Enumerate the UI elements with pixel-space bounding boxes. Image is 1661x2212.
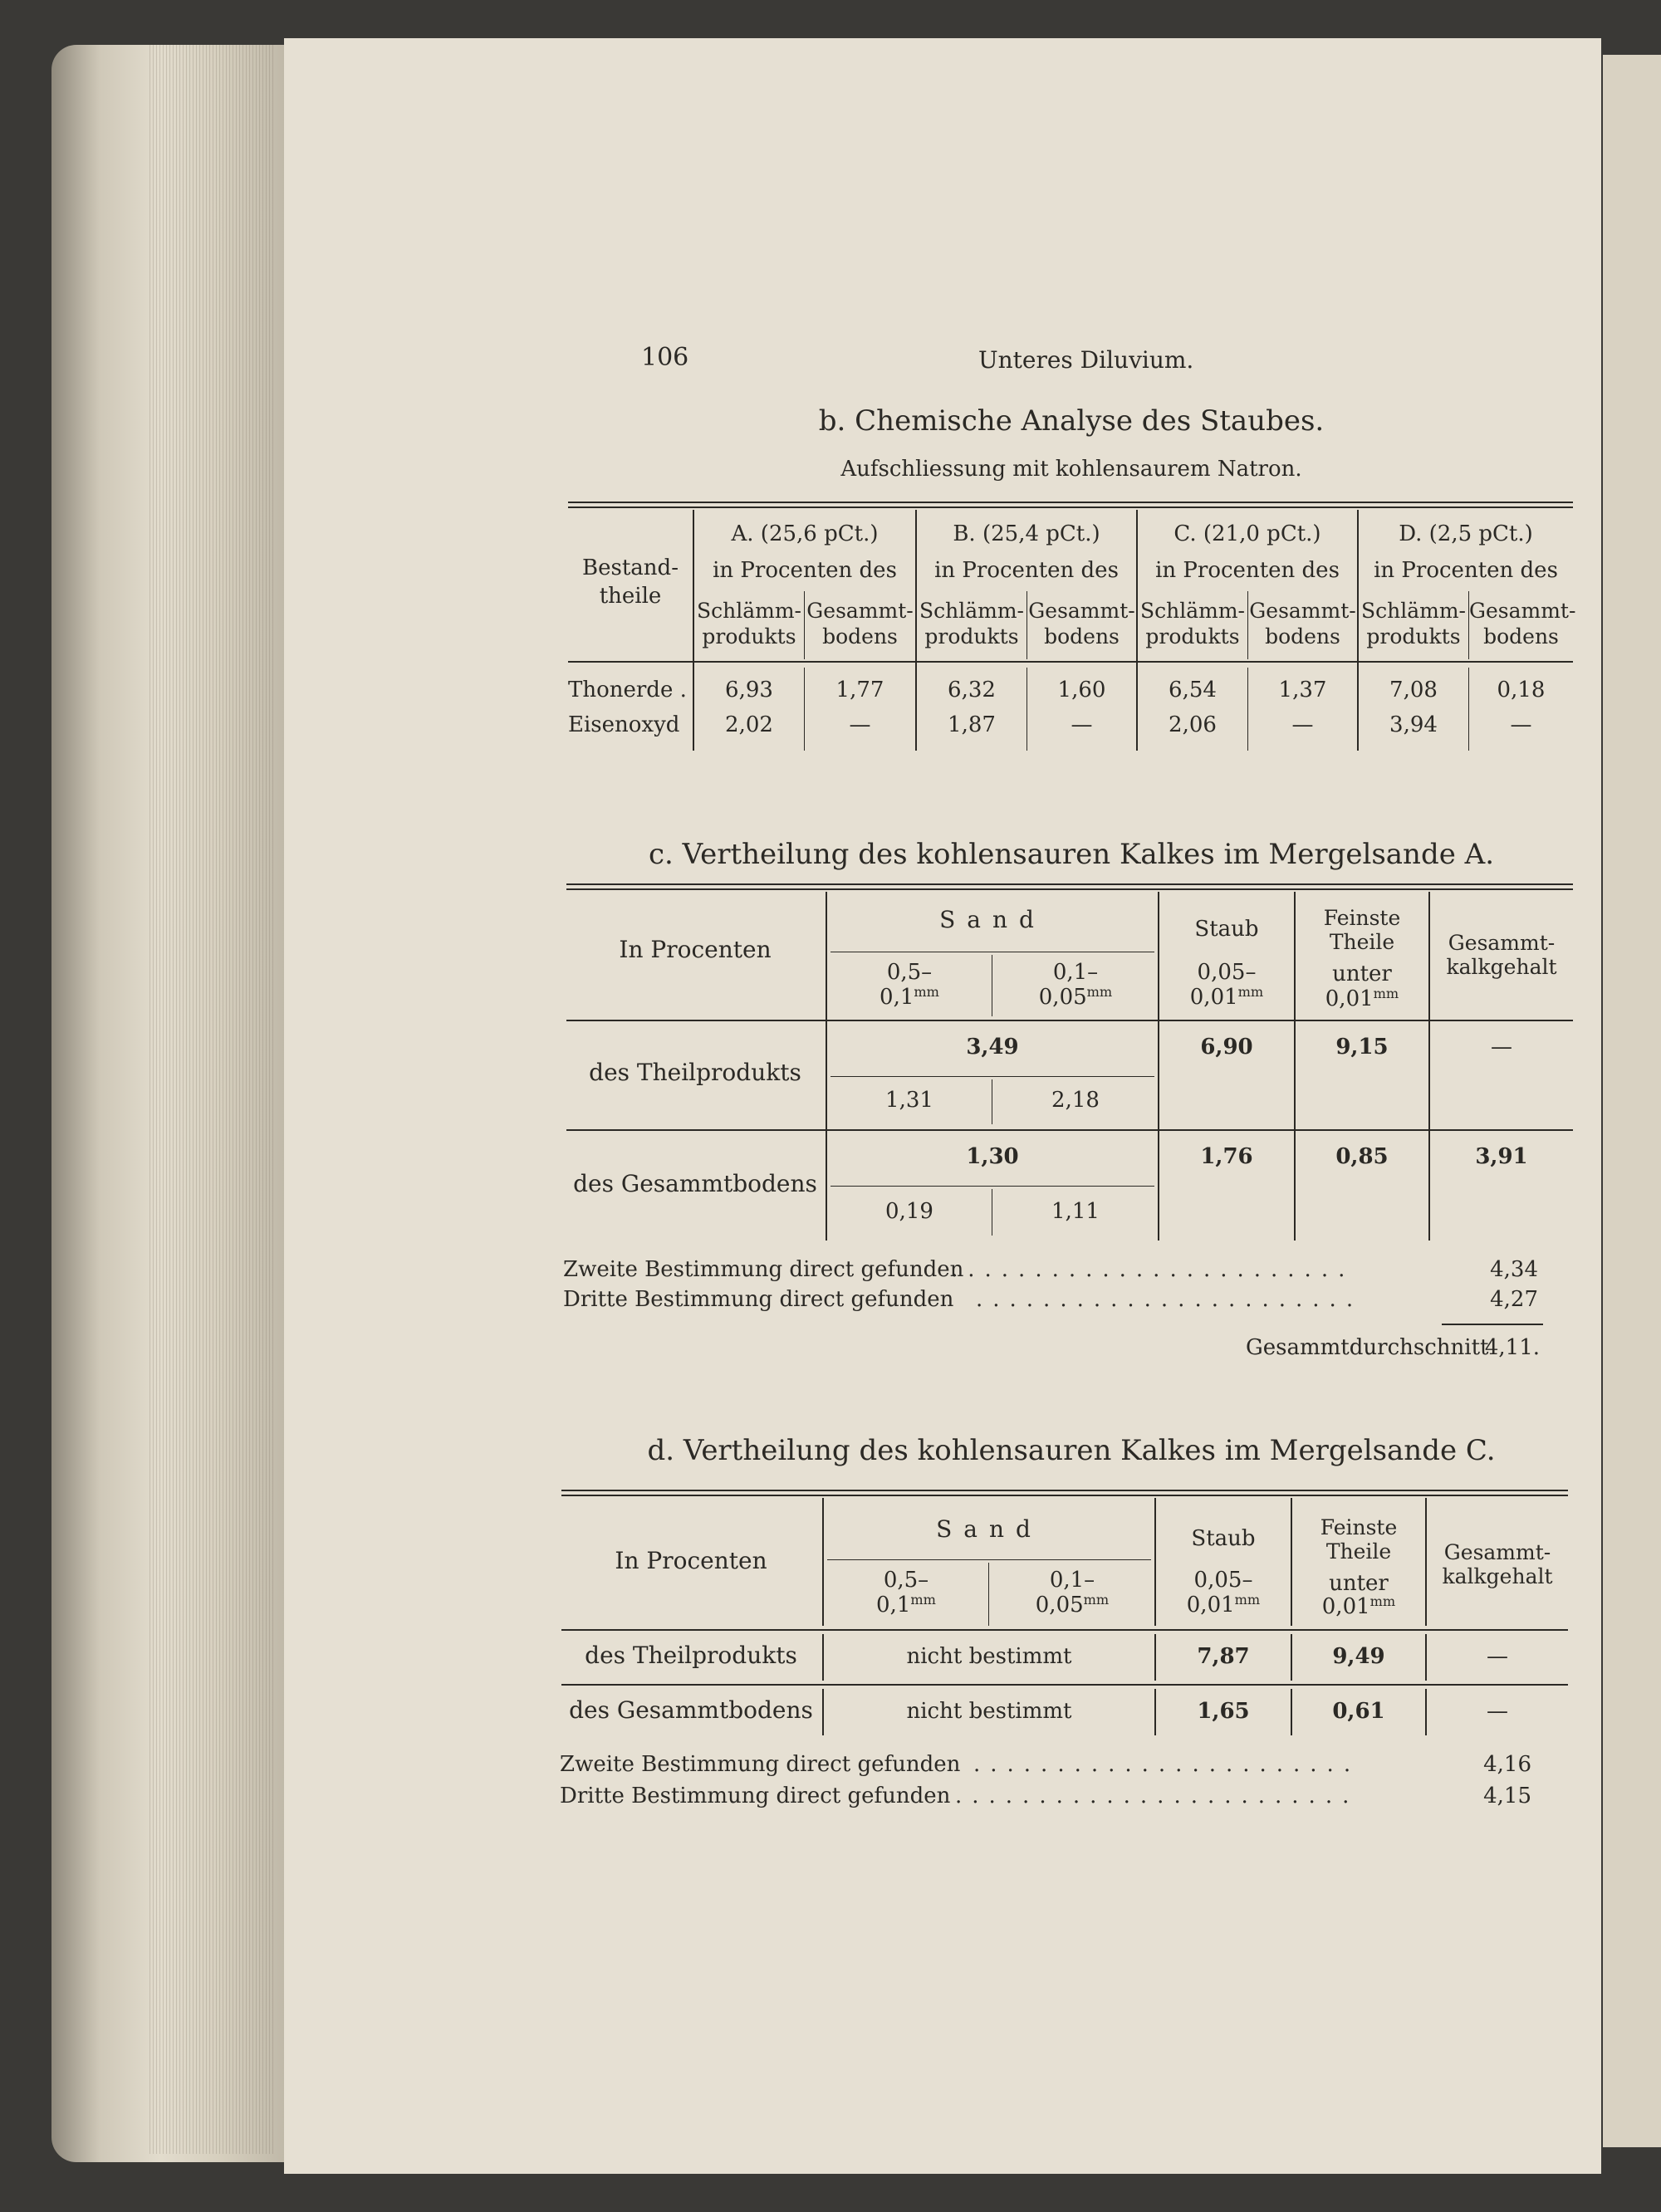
cell: 2,06 bbox=[1169, 712, 1217, 737]
cell: — bbox=[849, 712, 871, 737]
cell: 1,60 bbox=[1057, 678, 1106, 702]
page-stack-lines bbox=[149, 45, 274, 2154]
row-label: des Theilprodukts bbox=[585, 1642, 797, 1669]
feinste-range-top: unter bbox=[1332, 962, 1392, 986]
cell: 9,49 bbox=[1332, 1644, 1385, 1669]
note-label: Zweite Bestimmung direct gefunden bbox=[560, 1752, 961, 1777]
cell: 3,91 bbox=[1475, 1144, 1528, 1169]
page-number: 106 bbox=[641, 343, 689, 372]
group-d-col-gesammt: Gesammt- bodens bbox=[1469, 599, 1576, 649]
section-b-subtitle: Aufschliessung mit kohlensaurem Natron. bbox=[840, 457, 1302, 482]
cell: 2,02 bbox=[725, 712, 773, 737]
sand-col-b-top: 0,1– bbox=[1049, 1568, 1095, 1593]
sand-col-b-top: 0,1– bbox=[1052, 960, 1099, 985]
sand-total: 1,30 bbox=[966, 1144, 1019, 1169]
cell: 1,65 bbox=[1197, 1699, 1250, 1724]
sand-header: Sand bbox=[939, 906, 1046, 933]
cell: 2,18 bbox=[1051, 1088, 1100, 1113]
sand-total: 3,49 bbox=[966, 1035, 1019, 1060]
cell: 1,77 bbox=[835, 678, 884, 702]
cell: 1,37 bbox=[1278, 678, 1327, 702]
facing-page-edge bbox=[1603, 55, 1661, 2147]
note-label: Dritte Bestimmung direct gefunden bbox=[560, 1784, 951, 1808]
average-label: Gesammtdurchschnitt bbox=[1246, 1335, 1489, 1360]
cell: 3,94 bbox=[1389, 712, 1438, 737]
note-value: 4,15 bbox=[1483, 1784, 1531, 1808]
cell: 0,19 bbox=[885, 1199, 933, 1224]
group-b-sub: in Procenten des bbox=[934, 558, 1119, 583]
cell: 6,90 bbox=[1200, 1035, 1253, 1060]
cell: 0,85 bbox=[1335, 1144, 1389, 1169]
cell: — bbox=[1487, 1699, 1508, 1724]
group-b-title: B. (25,4 pCt.) bbox=[953, 521, 1100, 546]
average-value: 4,11. bbox=[1484, 1335, 1540, 1360]
cell: 9,15 bbox=[1335, 1035, 1389, 1060]
group-c-col-gesammt: Gesammt- bodens bbox=[1249, 599, 1356, 649]
staub-range-top: 0,05– bbox=[1197, 960, 1257, 985]
leader-dots: ........................ bbox=[955, 1784, 1360, 1808]
leader-dots: ....................... bbox=[976, 1287, 1364, 1312]
cell: 1,31 bbox=[885, 1088, 933, 1113]
note-value: 4,27 bbox=[1490, 1287, 1538, 1312]
sand-col-a-top: 0,5– bbox=[886, 960, 933, 985]
cell: — bbox=[1491, 1035, 1512, 1060]
cell: 1,76 bbox=[1200, 1144, 1253, 1169]
row-label: des Theilprodukts bbox=[589, 1059, 801, 1086]
note-value: 4,16 bbox=[1483, 1752, 1531, 1777]
section-b-title: b. Chemische Analyse des Staubes. bbox=[818, 404, 1325, 438]
staub-range-bottom: $0,01^{mm}$ bbox=[1186, 1592, 1261, 1617]
feinste-header: Feinste Theile bbox=[1323, 906, 1401, 954]
cell: 7,08 bbox=[1389, 678, 1438, 702]
feinste-header: Feinste Theile bbox=[1320, 1515, 1398, 1564]
feinste-range-bottom: $0,01^{mm}$ bbox=[1325, 986, 1399, 1011]
cell: — bbox=[1071, 712, 1093, 737]
total-header: Gesammt- kalkgehalt bbox=[1442, 1540, 1553, 1588]
section-d-title: d. Vertheilung des kohlensauren Kalkes im Mergelsande C. bbox=[647, 1434, 1496, 1467]
sand-not-determined: nicht bestimmt bbox=[906, 1699, 1072, 1724]
group-a-col-schlaemm: Schlämm- produkts bbox=[697, 599, 801, 649]
leader-dots: ........................ bbox=[951, 1257, 1355, 1282]
sand-not-determined: nicht bestimmt bbox=[906, 1644, 1072, 1669]
feinste-range-bottom: $0,01^{mm}$ bbox=[1321, 1593, 1396, 1619]
cell: — bbox=[1487, 1644, 1508, 1669]
cell: 1,11 bbox=[1051, 1199, 1100, 1224]
cell: 0,61 bbox=[1332, 1699, 1385, 1724]
note-label: Zweite Bestimmung direct gefunden bbox=[563, 1257, 964, 1282]
staub-range-bottom: $0,01^{mm}$ bbox=[1189, 984, 1264, 1010]
cell: — bbox=[1291, 712, 1314, 737]
group-b-col-gesammt: Gesammt- bodens bbox=[1028, 599, 1135, 649]
group-c-col-schlaemm: Schlämm- produkts bbox=[1140, 599, 1245, 649]
sand-col-a-bottom: $0,1^{mm}$ bbox=[876, 1592, 936, 1617]
group-b-col-schlaemm: Schlämm- produkts bbox=[919, 599, 1024, 649]
sand-col-a-bottom: $0,1^{mm}$ bbox=[879, 984, 939, 1010]
feinste-range-top: unter bbox=[1329, 1571, 1389, 1596]
cell: 7,87 bbox=[1197, 1644, 1250, 1669]
group-a-col-gesammt: Gesammt- bodens bbox=[806, 599, 914, 649]
cell: 6,54 bbox=[1169, 678, 1217, 702]
sand-col-b-bottom: $0,05^{mm}$ bbox=[1035, 1592, 1110, 1617]
row-label: des Gesammtbodens bbox=[573, 1170, 817, 1197]
staub-range-top: 0,05– bbox=[1193, 1568, 1253, 1593]
sum-rule bbox=[1442, 1324, 1543, 1325]
cell: 0,18 bbox=[1497, 678, 1546, 702]
group-d-title: D. (2,5 pCt.) bbox=[1399, 521, 1533, 546]
group-a-title: A. (25,6 pCt.) bbox=[731, 521, 879, 546]
row-label: des Gesammtbodens bbox=[569, 1696, 813, 1724]
total-header: Gesammt- kalkgehalt bbox=[1446, 931, 1557, 979]
group-a-sub: in Procenten des bbox=[713, 558, 897, 583]
cell: — bbox=[1510, 712, 1532, 737]
note-label: Dritte Bestimmung direct gefunden bbox=[563, 1287, 954, 1312]
running-title: Unteres Diluvium. bbox=[978, 346, 1194, 374]
sand-col-a-top: 0,5– bbox=[883, 1568, 929, 1593]
note-value: 4,34 bbox=[1490, 1257, 1538, 1282]
row-label: Eisenoxyd bbox=[568, 712, 680, 737]
section-c-title: c. Vertheilung des kohlensauren Kalkes im Mergelsande A. bbox=[648, 838, 1495, 871]
sand-col-b-bottom: $0,05^{mm}$ bbox=[1038, 984, 1113, 1010]
staub-header: Staub bbox=[1194, 917, 1259, 942]
row-header: Bestand- theile bbox=[582, 555, 679, 609]
group-c-sub: in Procenten des bbox=[1155, 558, 1340, 583]
row-header: In Procenten bbox=[619, 936, 772, 963]
group-d-sub: in Procenten des bbox=[1374, 558, 1558, 583]
cell: 6,32 bbox=[948, 678, 996, 702]
row-label: Thonerde . bbox=[568, 678, 687, 702]
cell: 6,93 bbox=[725, 678, 773, 702]
staub-header: Staub bbox=[1191, 1526, 1256, 1551]
leader-dots: ....................... bbox=[973, 1752, 1361, 1777]
cell: 1,87 bbox=[948, 712, 996, 737]
group-d-col-schlaemm: Schlämm- produkts bbox=[1361, 599, 1466, 649]
group-c-title: C. (21,0 pCt.) bbox=[1173, 521, 1321, 546]
row-header: In Procenten bbox=[615, 1547, 767, 1574]
sand-header: Sand bbox=[936, 1515, 1042, 1543]
